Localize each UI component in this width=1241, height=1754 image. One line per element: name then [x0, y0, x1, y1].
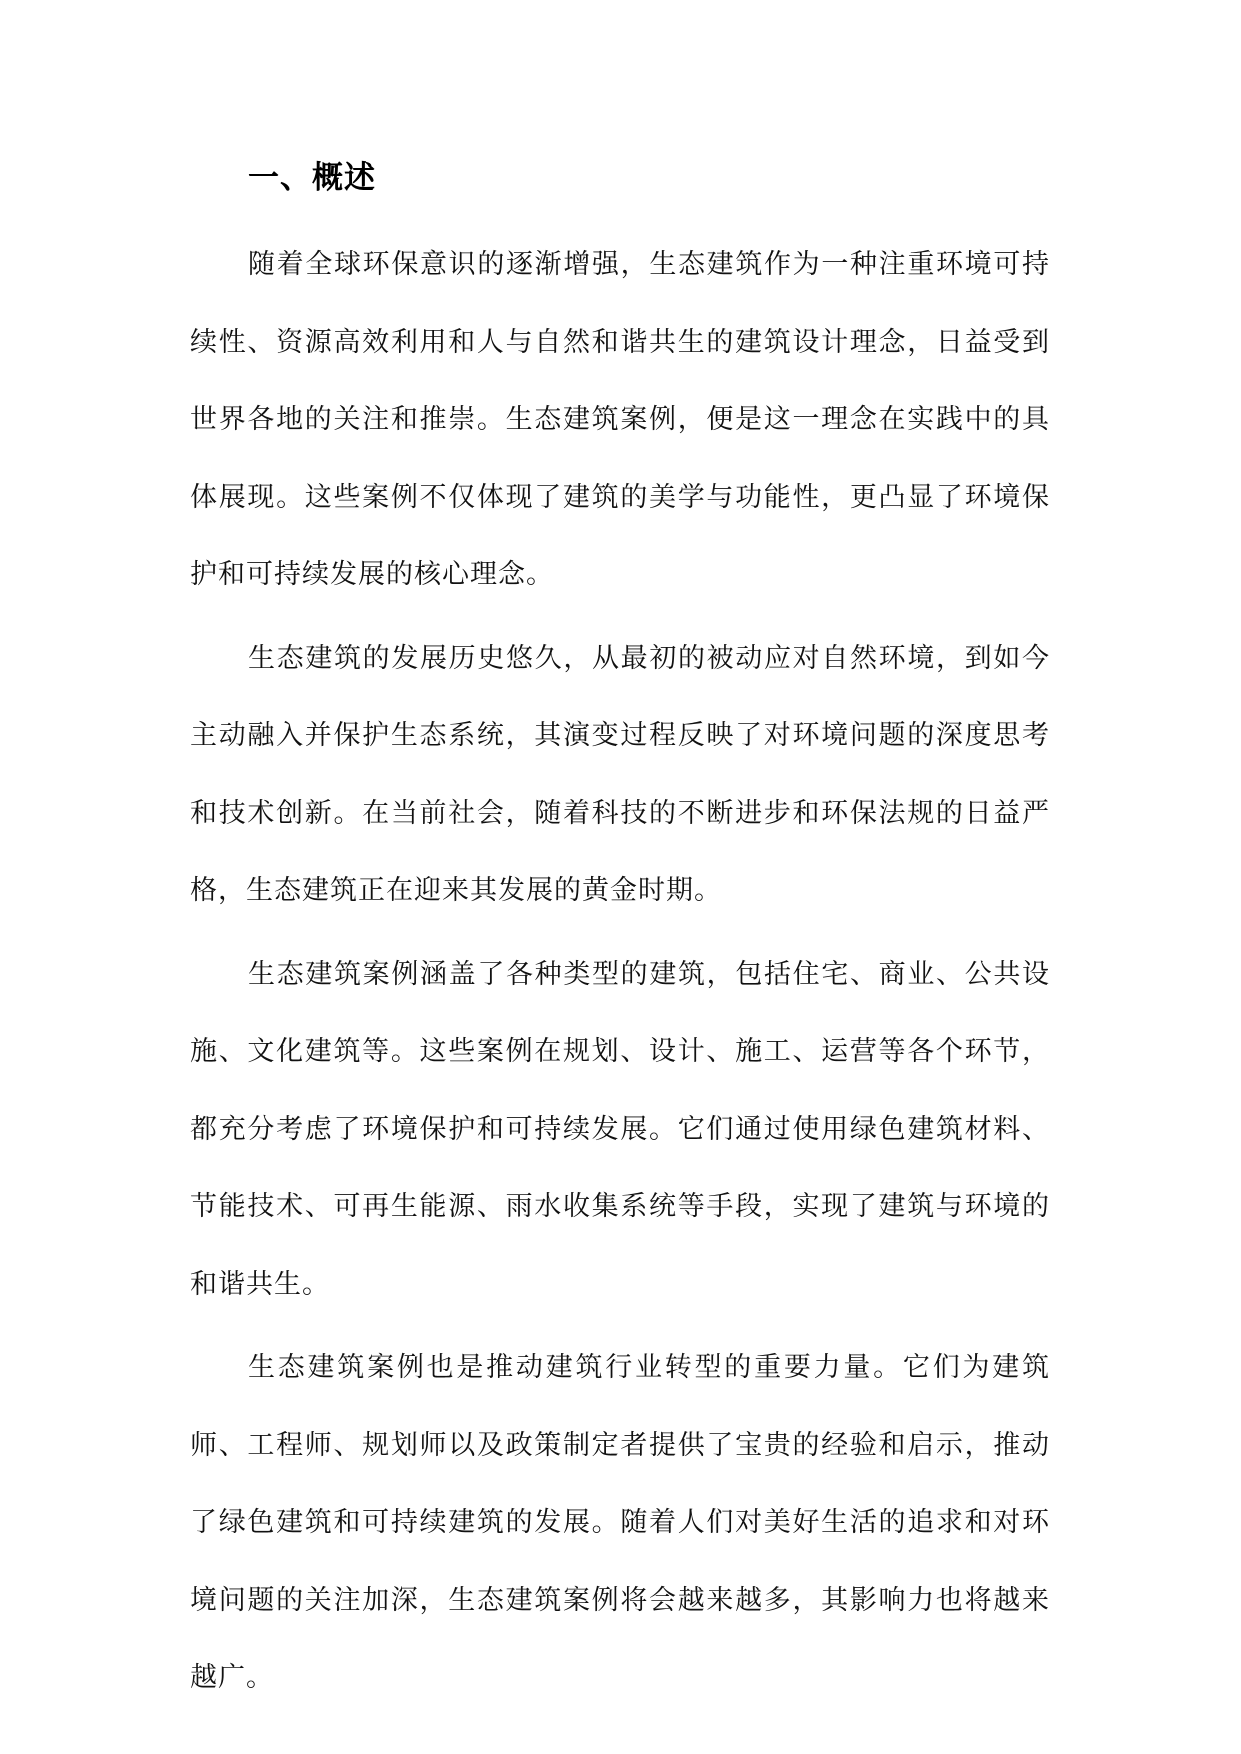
- paragraph-3: 生态建筑案例涵盖了各种类型的建筑，包括住宅、商业、公共设施、文化建筑等。这些案例在规划、设计、施工、运营等各个环节，都充分考虑了环境保护和可持续发展。它们通过使用绿色建筑材料、节能技术、可再生能源、雨水收集系统等手段，实现了建筑与环境的和谐共生。: [190, 958, 1050, 1300]
- document-body: [190, 150, 1050, 1723]
- paragraph-1: 随着全球环保意识的逐渐增强，生态建筑作为一种注重环境可持续性、资源高效利用和人与自然和谐共生的建筑设计理念，日益受到世界各地的关注和推崇。生态建筑案例，便是这一理念在实践中的具体展现。这些案例不仅体现了建筑的美学与功能性，更凸显了环境保护和可持续发展的核心理念。: [190, 249, 1050, 590]
- paragraph-4: 生态建筑案例也是推动建筑行业转型的重要力量。它们为建筑师、工程师、规划师以及政策制定者提供了宝贵的经验和启示，推动了绿色建筑和可持续建筑的发展。随着人们对美好生活的追求和对环境问题的关注加深，生态建筑案例将会越来越多，其影响力也将越来越广。: [190, 1352, 1050, 1693]
- paragraph-2: 生态建筑的发展历史悠久，从最初的被动应对自然环境，到如今主动融入并保护生态系统，其演变过程反映了对环境问题的深度思考和技术创新。在当前社会，随着科技的不断进步和环保法规的日益严格，生态建筑正在迎来其发展的黄金时期。: [190, 642, 1050, 906]
- section-heading: 一、概述: [248, 160, 376, 196]
